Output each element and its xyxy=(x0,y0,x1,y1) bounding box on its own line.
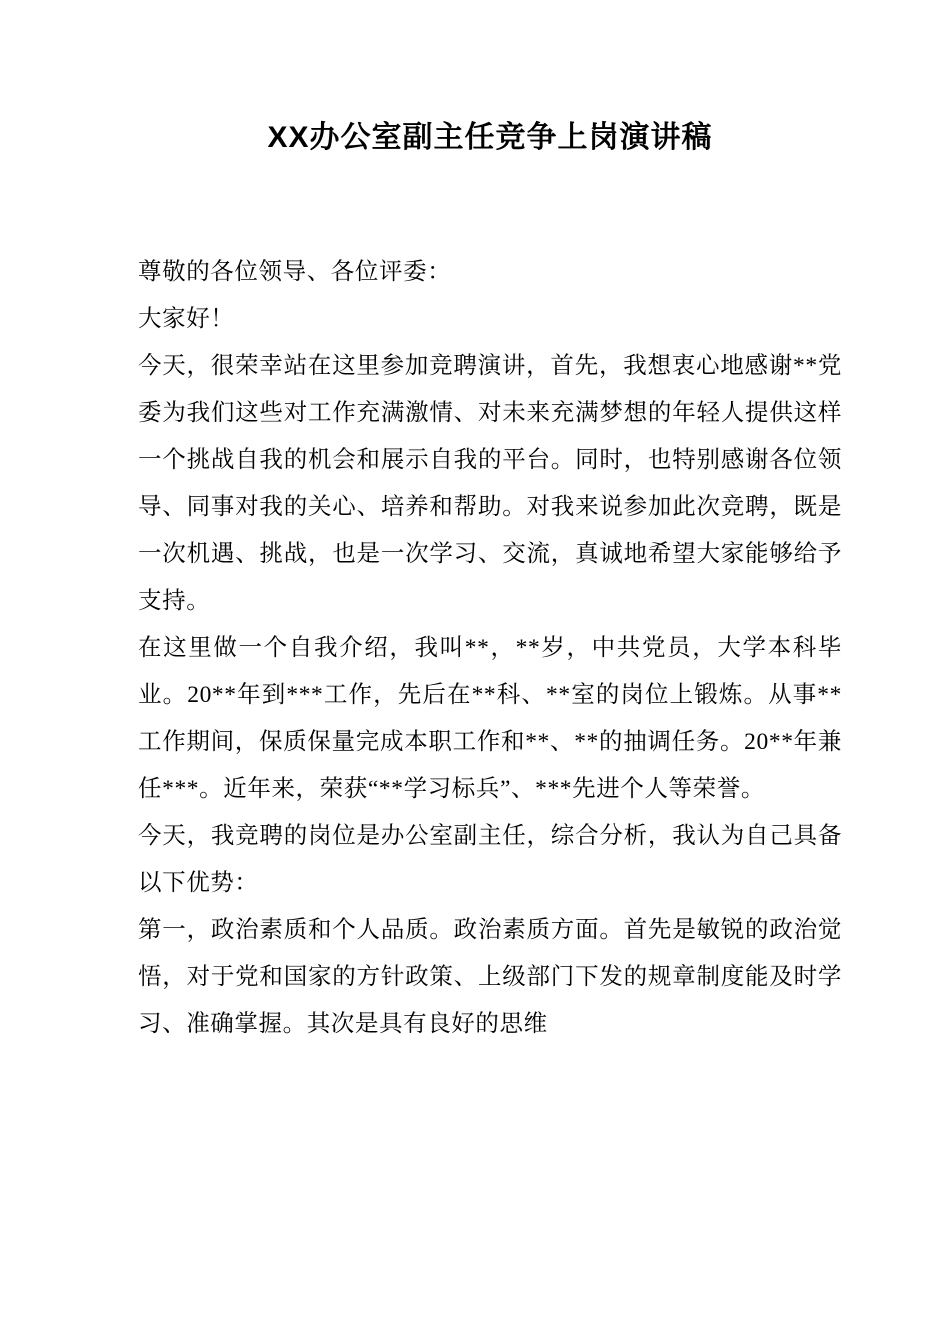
paragraph-advantage-one: 第一，政治素质和个人品质。政治素质方面。首先是敏锐的政治觉悟，对于党和国家的方针政策、上级部门下发的规章制度能及时学习、准确掌握。其次是具有良好的思维 xyxy=(138,917,842,1037)
paragraph-thanks: 今天，很荣幸站在这里参加竞聘演讲，首先，我想衷心地感谢**党委为我们这些对工作充满激情、对未来充满梦想的年轻人提供这样一个挑战自我的机会和展示自我的平台。同时，也特别感谢各位领导、同事对我的关心、培养和帮助。对我来说参加此次竞聘，既是一次机遇、挑战，也是一次学习、交流，真诚地希望大家能够给予支持。 xyxy=(138,353,842,614)
paragraph-greeting: 大家好！ xyxy=(138,306,235,332)
paragraph-salutation: 尊敬的各位领导、各位评委： xyxy=(138,259,452,285)
document-body xyxy=(138,249,842,1048)
page-title: XX办公室副主任竞争上岗演讲稿 xyxy=(267,121,713,154)
paragraph-self-introduction: 在这里做一个自我介绍，我叫**，**岁，中共党员，大学本科毕业。20**年到***工作，先后在**科、**室的岗位上锻炼。从事**工作期间，保质保量完成本职工作和**、**的抽调任务。20**年兼任***。近年来，荣获“**学习标兵”、***先进个人等荣誉。 xyxy=(138,635,842,802)
paragraph-position: 今天，我竞聘的岗位是办公室副主任，综合分析，我认为自己具备以下优势： xyxy=(138,823,842,896)
